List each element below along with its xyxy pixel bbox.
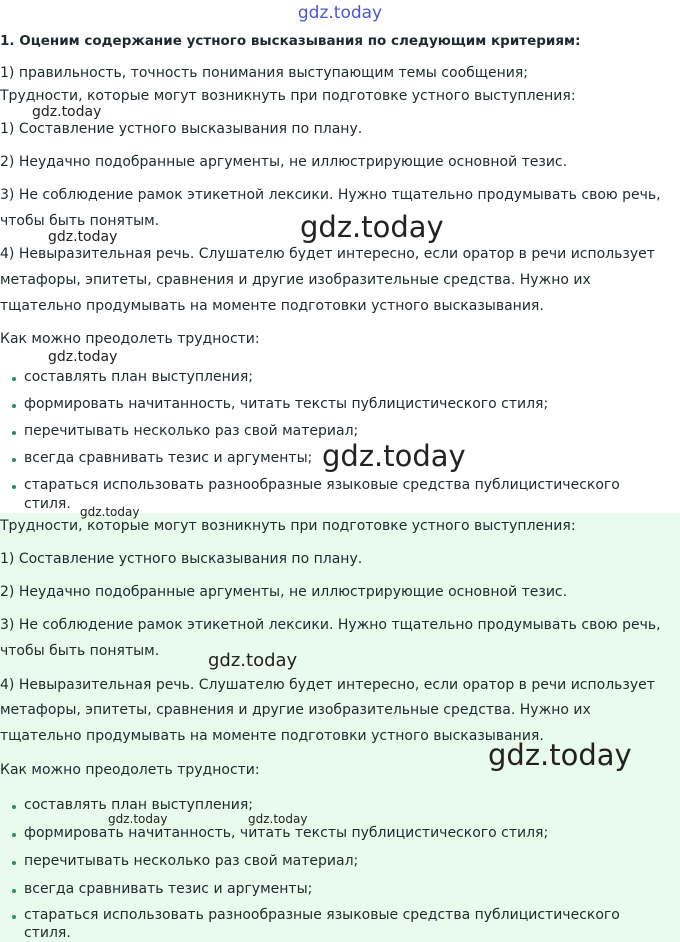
- difficulty-4-cont2: тщательно продумывать на моменте подготовки устного высказывания.: [0, 298, 544, 314]
- bullet-icon: [12, 915, 16, 919]
- bullet-icon: [12, 458, 16, 462]
- page-title: 1. Оценим содержание устного высказывания по следующим критериям:: [0, 33, 581, 49]
- watermark: gdz.today: [300, 210, 444, 244]
- bullet-icon: [12, 889, 16, 893]
- watermark: gdz.today: [80, 505, 140, 519]
- list-item: всегда сравнивать тезис и аргументы;: [24, 881, 313, 897]
- difficulty-3: 3) Не соблюдение рамок этикетной лексики. Нужно тщательно продумывать свою речь,: [0, 187, 661, 203]
- watermark: gdz.today: [32, 104, 102, 120]
- watermark: gdz.today: [108, 812, 168, 826]
- list-item: составлять план выступления;: [24, 369, 254, 385]
- difficulties-heading: Трудности, которые могут возникнуть при подготовке устного выступления:: [0, 518, 576, 534]
- difficulty-4-cont2: тщательно продумывать на моменте подготовки устного высказывания.: [0, 728, 544, 744]
- watermark: gdz.today: [322, 439, 466, 473]
- difficulty-2: 2) Неудачно подобранные аргументы, не иллюстрирующие основной тезис.: [0, 584, 568, 600]
- difficulty-3: 3) Не соблюдение рамок этикетной лексики. Нужно тщательно продумывать свою речь,: [0, 617, 661, 633]
- watermark: gdz.today: [48, 229, 118, 245]
- list-item: стараться использовать разнообразные языковые средства публицистического: [24, 907, 620, 923]
- list-item: составлять план выступления;: [24, 797, 254, 813]
- list-item-cont: стиля.: [24, 496, 71, 512]
- watermark: gdz.today: [488, 738, 632, 772]
- difficulty-3-cont: чтобы быть понятым.: [0, 213, 160, 229]
- header-watermark: gdz.today: [297, 3, 383, 23]
- bullet-icon: [12, 377, 16, 381]
- difficulty-4-cont: метафоры, эпитеты, сравнения и другие изобразительные средства. Нужно их: [0, 272, 591, 288]
- bullet-icon: [12, 833, 16, 837]
- bullet-icon: [12, 431, 16, 435]
- difficulty-1: 1) Составление устного высказывания по плану.: [0, 121, 363, 137]
- overcome-heading: Как можно преодолеть трудности:: [0, 762, 260, 778]
- watermark: gdz.today: [248, 812, 308, 826]
- list-item-cont: стиля.: [24, 925, 71, 941]
- list-item: всегда сравнивать тезис и аргументы;: [24, 450, 313, 466]
- watermark: gdz.today: [208, 650, 298, 671]
- list-item: перечитывать несколько раз свой материал;: [24, 423, 359, 439]
- bullet-icon: [12, 404, 16, 408]
- bullet-icon: [12, 485, 16, 489]
- list-item: стараться использовать разнообразные языковые средства публицистического: [24, 477, 620, 493]
- difficulty-2: 2) Неудачно подобранные аргументы, не иллюстрирующие основной тезис.: [0, 154, 568, 170]
- overcome-heading: Как можно преодолеть трудности:: [0, 331, 260, 347]
- list-item: формировать начитанность, читать тексты публицистического стиля;: [24, 396, 549, 412]
- difficulties-heading: Трудности, которые могут возникнуть при подготовке устного выступления:: [0, 88, 576, 104]
- list-item: формировать начитанность, читать тексты публицистического стиля;: [24, 825, 549, 841]
- watermark: gdz.today: [48, 349, 118, 365]
- difficulty-4: 4) Невыразительная речь. Слушателю будет интересно, если оратор в речи использует: [0, 677, 655, 693]
- bullet-icon: [12, 805, 16, 809]
- difficulty-3-cont: чтобы быть понятым.: [0, 643, 160, 659]
- bullet-icon: [12, 861, 16, 865]
- list-item: перечитывать несколько раз свой материал;: [24, 853, 359, 869]
- difficulty-4: 4) Невыразительная речь. Слушателю будет интересно, если оратор в речи использует: [0, 246, 655, 262]
- criterion-1: 1) правильность, точность понимания выступающим темы сообщения;: [0, 65, 528, 81]
- difficulty-1: 1) Составление устного высказывания по плану.: [0, 551, 363, 567]
- difficulty-4-cont: метафоры, эпитеты, сравнения и другие изобразительные средства. Нужно их: [0, 702, 591, 718]
